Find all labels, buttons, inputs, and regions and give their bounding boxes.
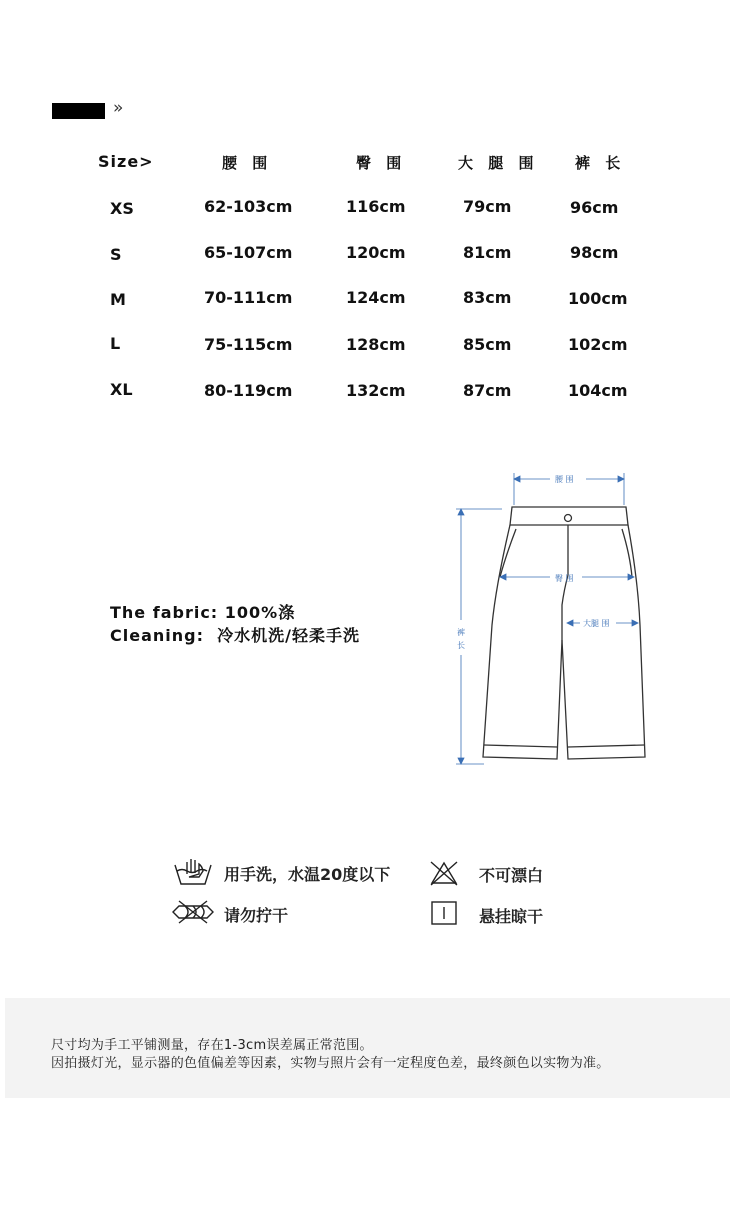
diagram-thigh-label: 大腿 围 [583,619,610,628]
table-cell-hip: 132cm [346,381,406,400]
no-wring-icon [171,899,215,925]
table-cell-thigh: 79cm [463,197,512,216]
double-chevron-icon: » [113,98,120,118]
length-column-header: 裤 长 [575,154,626,172]
cleaning-info: Cleaning: 冷水机洗/轻柔手洗 [110,626,360,645]
table-cell-thigh: 85cm [463,335,512,354]
table-cell-hip: 128cm [346,335,406,354]
table-cell-length: 100cm [568,289,628,308]
table-cell-thigh: 81cm [463,243,512,262]
table-cell-hip: 120cm [346,243,406,262]
diagram-waist-label: 腰 围 [555,475,574,484]
care-hand-wash-text: 用手洗，水温20度以下 [224,865,391,884]
table-cell-waist: 80-119cm [204,381,293,400]
header-bar [52,103,105,119]
waist-column-header: 腰 围 [222,154,273,172]
table-cell-size: M [110,290,126,309]
table-cell-length: 98cm [570,243,619,262]
hand-wash-icon [173,856,213,886]
disclaimer-line-1: 尺寸均为手工平铺测量，存在1-3cm误差属正常范围。 [51,1038,373,1053]
diagram-hip-label: 臀 围 [555,574,574,583]
care-no-wring-text: 请勿拧干 [224,906,289,925]
pants-measurement-diagram [440,465,670,785]
thigh-column-header: 大 腿 围 [458,154,539,172]
size-column-header: Size> [98,152,154,171]
no-bleach-icon [428,860,460,886]
table-cell-waist: 65-107cm [204,243,293,262]
hip-column-header: 臀 围 [356,154,407,172]
table-cell-hip: 116cm [346,197,406,216]
diagram-length-label: 长 [457,641,465,650]
table-cell-size: XL [110,380,133,399]
table-cell-size: L [110,334,121,353]
table-cell-waist: 62-103cm [204,197,293,216]
hang-dry-icon [430,900,458,926]
table-cell-waist: 70-111cm [204,288,293,307]
table-cell-length: 96cm [570,198,619,217]
pants-outline [483,507,645,759]
table-cell-waist: 75-115cm [204,335,293,354]
measurement-lines [456,473,638,764]
table-cell-length: 104cm [568,381,628,400]
diagram-length-label: 裤 [457,628,465,637]
table-cell-thigh: 87cm [463,381,512,400]
care-no-bleach-text: 不可漂白 [479,866,544,885]
disclaimer-line-2: 因拍摄灯光，显示器的色值偏差等因素，实物与照片会有一定程度色差，最终颜色以实物为准。 [51,1056,610,1071]
care-hang-dry-text: 悬挂晾干 [479,907,544,926]
table-cell-size: S [110,245,122,264]
table-cell-hip: 124cm [346,288,406,307]
table-cell-size: XS [110,199,134,218]
fabric-info: The fabric: 100%涤 [110,603,296,622]
table-cell-length: 102cm [568,335,628,354]
table-cell-thigh: 83cm [463,288,512,307]
